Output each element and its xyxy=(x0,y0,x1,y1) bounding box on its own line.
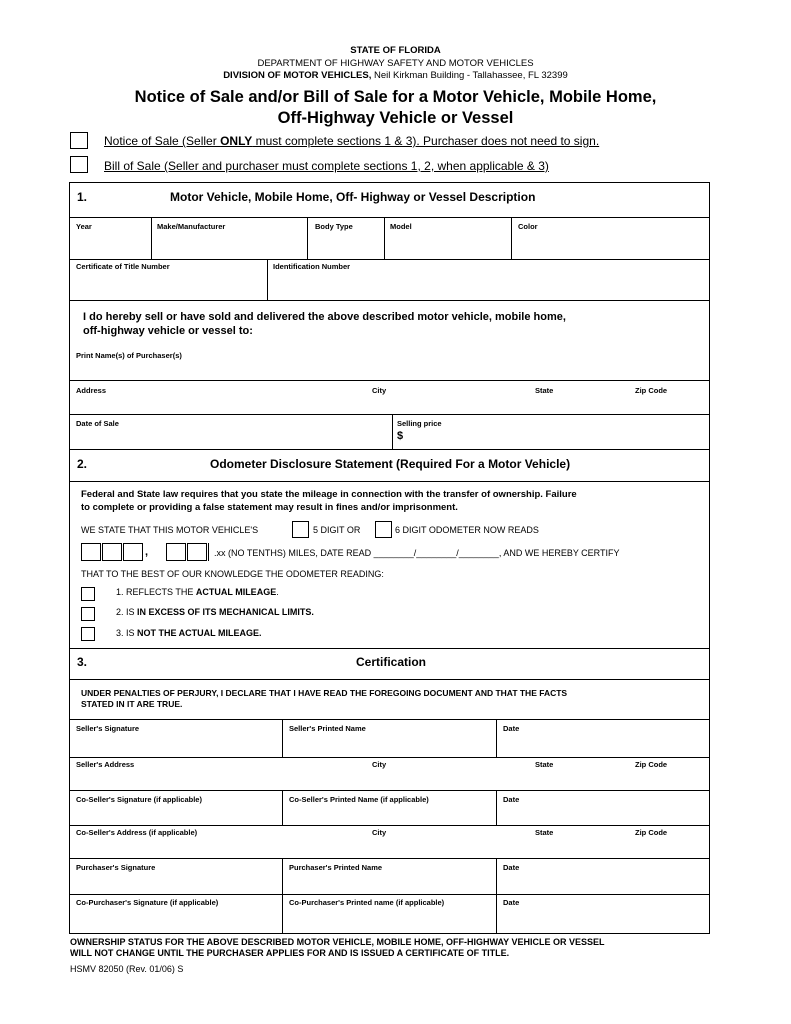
divider xyxy=(282,859,283,894)
ownership-status-line1: OWNERSHIP STATUS FOR THE ABOVE DESCRIBED MOTOR VEHICLE, MOBILE HOME, OFF-HIGHWAY VEHICLE OR VESSEL xyxy=(70,937,605,947)
odometer-digit-box[interactable] xyxy=(102,543,122,561)
divider xyxy=(69,757,710,758)
title-number-label: Certificate of Title Number xyxy=(76,262,170,271)
divider xyxy=(496,859,497,894)
state-label: State xyxy=(535,386,554,395)
odometer-digit-box[interactable] xyxy=(123,543,143,561)
divider xyxy=(69,858,710,859)
sell-statement-line1: I do hereby sell or have sold and delivered the above described motor vehicle, mobile home, xyxy=(83,311,566,323)
divider xyxy=(69,648,710,649)
option2-prefix: 2. IS xyxy=(116,607,138,617)
six-digit-checkbox[interactable] xyxy=(375,521,392,538)
option3-prefix: 3. IS xyxy=(116,628,138,638)
section2-number: 2. xyxy=(77,457,88,471)
divider xyxy=(496,895,497,933)
make-label: Make/Manufacturer xyxy=(157,222,226,231)
divider xyxy=(69,259,710,260)
notice-of-sale-label xyxy=(104,134,599,148)
option3-bold: NOT THE ACTUAL MILEAGE. xyxy=(137,628,262,638)
department-heading: DEPARTMENT OF HIGHWAY SAFETY AND MOTOR VEHICLES xyxy=(257,58,534,69)
seller-address-label: Seller's Address xyxy=(76,760,135,769)
coseller-state-label: State xyxy=(535,828,554,837)
odometer-digit-box[interactable] xyxy=(166,543,186,561)
notice-of-sale-checkbox[interactable] xyxy=(70,132,88,149)
odometer-digit-box[interactable] xyxy=(81,543,101,561)
we-state-text: WE STATE THAT THIS MOTOR VEHICLE'S xyxy=(81,525,259,535)
ownership-status-line2: WILL NOT CHANGE UNTIL THE PURCHASER APPLIES FOR AND IS ISSUED A CERTIFICATE OF TITLE. xyxy=(70,948,510,958)
coseller-address-label: Co-Seller's Address (if applicable) xyxy=(76,828,198,837)
state-heading: STATE OF FLORIDA xyxy=(350,45,441,56)
best-knowledge-text: THAT TO THE BEST OF OUR KNOWLEDGE THE ODOMETER READING: xyxy=(81,569,384,579)
option1-bold: ACTUAL MILEAGE xyxy=(195,587,277,597)
seller-printed-label: Seller's Printed Name xyxy=(289,724,366,733)
copurchaser-signature-label: Co-Purchaser's Signature (if applicable) xyxy=(76,898,219,907)
zip-label: Zip Code xyxy=(635,386,668,395)
purchaser-names-label: Print Name(s) of Purchaser(s) xyxy=(76,351,182,360)
color-label: Color xyxy=(518,222,538,231)
dollar-sign: $ xyxy=(397,430,404,442)
seller-city-label: City xyxy=(372,760,387,769)
divider xyxy=(267,260,268,300)
notice-text-a: Notice of Sale (Seller xyxy=(104,134,221,148)
address-label: Address xyxy=(76,386,107,395)
five-digit-text: 5 DIGIT OR xyxy=(313,525,361,535)
odometer-digit-divider xyxy=(208,543,209,561)
divider xyxy=(384,218,385,259)
divider xyxy=(151,218,152,259)
purchaser-printed-label: Purchaser's Printed Name xyxy=(289,863,383,872)
divider xyxy=(69,380,710,381)
divider xyxy=(69,894,710,895)
date-of-sale-label: Date of Sale xyxy=(76,419,119,428)
model-label: Model xyxy=(390,222,412,231)
seller-signature-label: Seller's Signature xyxy=(76,724,140,733)
coseller-signature-label: Co-Seller's Signature (if applicable) xyxy=(76,795,202,804)
option1-suffix: . xyxy=(276,587,279,597)
section2-title: Odometer Disclosure Statement (Required For a Motor Vehicle) xyxy=(210,457,571,471)
coseller-zip-label: Zip Code xyxy=(635,828,668,837)
option1-prefix: 1. REFLECTS THE xyxy=(116,587,196,597)
section1-title: Motor Vehicle, Mobile Home, Off- Highway or Vessel Description xyxy=(170,190,536,204)
coseller-printed-label: Co-Seller's Printed Name (if applicable) xyxy=(289,795,429,804)
bill-of-sale-label: Bill of Sale (Seller and purchaser must complete sections 1, 2, when applicable & 3) xyxy=(104,159,549,173)
city-label: City xyxy=(372,386,387,395)
copurchaser-date-label: Date xyxy=(503,898,520,907)
perjury-line2: STATED IN IT ARE TRUE. xyxy=(81,699,183,709)
excess-limits-checkbox[interactable] xyxy=(81,607,95,621)
law-statement-line2: to complete or providing a false statement may result in fines and/or imprisonment. xyxy=(81,502,458,513)
divider xyxy=(511,218,512,259)
divider xyxy=(282,791,283,825)
not-actual-checkbox[interactable] xyxy=(81,627,95,641)
division-heading xyxy=(0,70,791,81)
option1-text xyxy=(116,587,279,597)
seller-date-label: Date xyxy=(503,724,520,733)
divider xyxy=(496,791,497,825)
divider xyxy=(69,790,710,791)
body-type-label: Body Type xyxy=(315,222,353,231)
option2-bold: IN EXCESS OF ITS MECHANICAL LIMITS. xyxy=(137,607,314,617)
division-address: Neil Kirkman Building - Tallahassee, FL 32399 xyxy=(371,70,568,81)
divider xyxy=(496,720,497,757)
divider xyxy=(69,719,710,720)
divider xyxy=(69,217,710,218)
id-number-label: Identification Number xyxy=(273,262,351,271)
seller-state-label: State xyxy=(535,760,554,769)
divider xyxy=(69,300,710,301)
divider xyxy=(282,720,283,757)
option2-text xyxy=(116,607,314,617)
law-statement-line1: Federal and State law requires that you state the mileage in connection with the transfer of ownership. Failure xyxy=(81,489,577,500)
perjury-line1: UNDER PENALTIES OF PERJURY, I DECLARE THAT I HAVE READ THE FOREGOING DOCUMENT AND THAT THE FACTS xyxy=(81,688,568,698)
section1-number: 1. xyxy=(77,190,88,204)
miles-date-text: .xx (NO TENTHS) MILES, DATE READ ________/________/________, AND WE HEREBY CERTIFY xyxy=(214,548,620,558)
purchaser-signature-label: Purchaser's Signature xyxy=(76,863,156,872)
actual-mileage-checkbox[interactable] xyxy=(81,587,95,601)
divider xyxy=(69,679,710,680)
purchaser-date-label: Date xyxy=(503,863,520,872)
notice-text-c: must complete sections 1 & 3). Purchaser does not need to sign. xyxy=(252,134,600,148)
section3-title: Certification xyxy=(356,655,427,669)
copurchaser-printed-label: Co-Purchaser's Printed name (if applicable) xyxy=(289,898,445,907)
bill-of-sale-checkbox[interactable] xyxy=(70,156,88,173)
divider xyxy=(282,895,283,933)
odometer-digit-box[interactable] xyxy=(187,543,207,561)
divider xyxy=(69,825,710,826)
divider xyxy=(69,481,710,482)
divider xyxy=(392,415,393,449)
odometer-comma: , xyxy=(145,546,149,558)
seller-zip-label: Zip Code xyxy=(635,760,668,769)
form-title-line2: Off-Highway Vehicle or Vessel xyxy=(277,109,514,127)
year-label: Year xyxy=(76,222,92,231)
coseller-city-label: City xyxy=(372,828,387,837)
form-title-line1: Notice of Sale and/or Bill of Sale for a Motor Vehicle, Mobile Home, xyxy=(134,88,657,106)
notice-text-only: ONLY xyxy=(220,134,253,148)
five-digit-checkbox[interactable] xyxy=(292,521,309,538)
form-number: HSMV 82050 (Rev. 01/06) S xyxy=(70,964,184,974)
option3-text xyxy=(116,628,262,638)
division-name: DIVISION OF MOTOR VEHICLES, xyxy=(223,70,372,81)
six-digit-text: 6 DIGIT ODOMETER NOW READS xyxy=(395,525,539,535)
divider xyxy=(69,449,710,450)
sell-statement-line2: off-highway vehicle or vessel to: xyxy=(83,325,253,337)
selling-price-label: Selling price xyxy=(397,419,442,428)
coseller-date-label: Date xyxy=(503,795,520,804)
section3-number: 3. xyxy=(77,655,88,669)
divider xyxy=(307,218,308,259)
divider xyxy=(69,414,710,415)
